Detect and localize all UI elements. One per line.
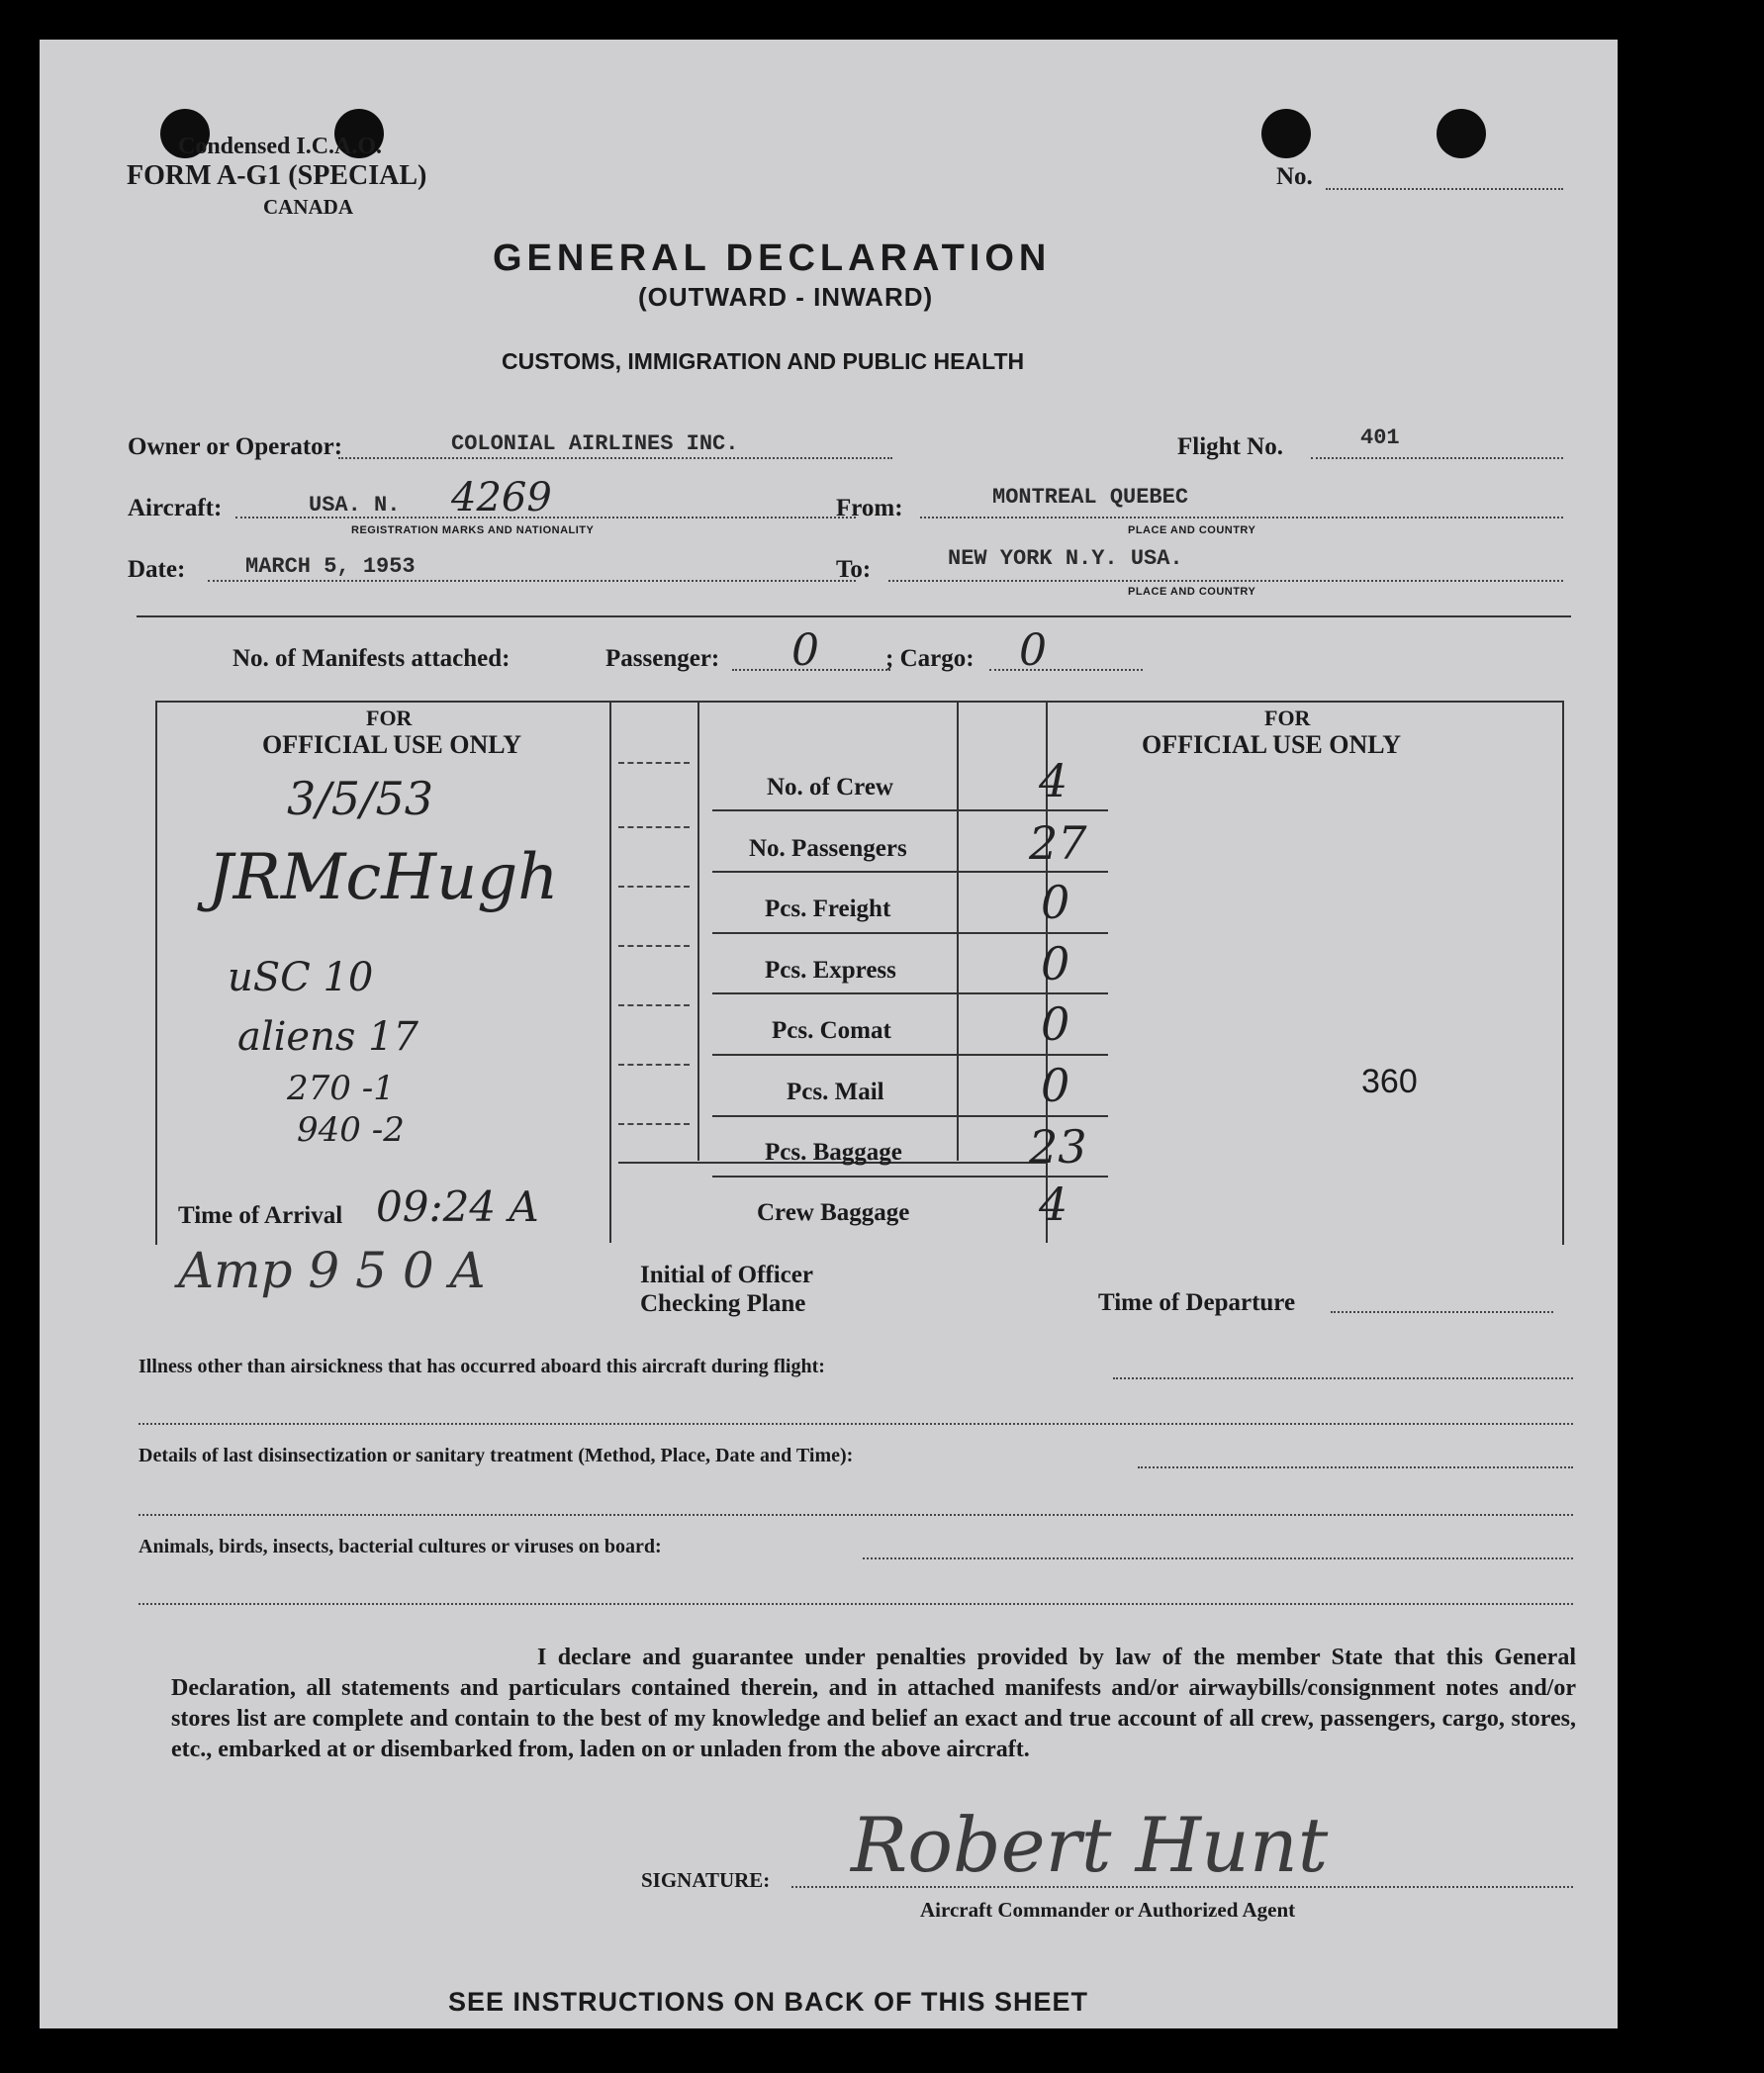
hand-note: 270 -1 xyxy=(287,1069,395,1108)
count-label: Crew Baggage xyxy=(757,1199,910,1226)
signature-value: Robert Hunt xyxy=(851,1801,1329,1889)
form-line-1: Condensed I.C.A.O. xyxy=(178,134,383,159)
from-value: MONTREAL QUEBEC xyxy=(992,485,1189,510)
hand-officer-signature: JRMcHugh xyxy=(208,841,559,914)
flight-value: 401 xyxy=(1360,425,1400,450)
row-rule xyxy=(712,932,1108,934)
row-rule xyxy=(712,1115,1108,1117)
blank-line xyxy=(618,1123,690,1125)
from-label: From: xyxy=(836,495,903,521)
cargo-label: ; Cargo: xyxy=(885,645,975,672)
disinsectization-line-2 xyxy=(139,1514,1573,1516)
departure-time-label: Time of Departure xyxy=(1098,1289,1296,1316)
passenger-label: Passenger: xyxy=(605,645,720,672)
count-value: 23 xyxy=(1029,1120,1087,1174)
blank-line xyxy=(618,886,690,888)
official-left-header-2: OFFICIAL USE ONLY xyxy=(262,730,521,759)
flight-line xyxy=(1311,457,1563,459)
hand-note: aliens 17 xyxy=(237,1014,419,1060)
aircraft-handwritten: 4269 xyxy=(451,475,552,520)
blank-line xyxy=(618,762,690,764)
punch-hole xyxy=(1261,109,1311,158)
aircraft-typed: USA. N. xyxy=(309,493,401,518)
row-rule xyxy=(712,1054,1108,1056)
count-value: 4 xyxy=(1039,754,1068,807)
table-divider xyxy=(957,701,959,1161)
to-line xyxy=(888,580,1563,582)
to-value: NEW YORK N.Y. USA. xyxy=(948,546,1183,571)
aircraft-caption: REGISTRATION MARKS AND NATIONALITY xyxy=(351,524,595,536)
count-value: 27 xyxy=(1029,816,1087,870)
row-rule xyxy=(712,871,1108,873)
arrival-time-label: Time of Arrival xyxy=(178,1202,343,1229)
count-label: Pcs. Baggage xyxy=(765,1139,902,1166)
passenger-value: 0 xyxy=(791,625,819,676)
form-line-2: FORM A-G1 (SPECIAL) xyxy=(127,160,427,191)
owner-line xyxy=(338,457,892,459)
checking-plane-label: Checking Plane xyxy=(640,1290,806,1317)
table-divider xyxy=(609,701,611,1243)
count-label: Pcs. Express xyxy=(765,957,896,984)
number-line xyxy=(1326,188,1563,190)
count-label: Pcs. Mail xyxy=(787,1079,884,1105)
footer-instructions: SEE INSTRUCTIONS ON BACK OF THIS SHEET xyxy=(448,1987,1089,2017)
date-value: MARCH 5, 1953 xyxy=(245,554,416,579)
separator-line xyxy=(137,615,1571,617)
animals-line-2 xyxy=(139,1603,1573,1605)
to-label: To: xyxy=(836,556,872,583)
count-value: 4 xyxy=(1039,1178,1068,1231)
signature-caption: Aircraft Commander or Authorized Agent xyxy=(920,1898,1296,1922)
form-line-3: CANADA xyxy=(263,195,353,219)
official-right-header-2: OFFICIAL USE ONLY xyxy=(1142,730,1401,759)
blank-line xyxy=(618,1004,690,1006)
punch-hole xyxy=(1437,109,1486,158)
manifests-label: No. of Manifests attached: xyxy=(232,645,511,672)
blank-line xyxy=(618,1064,690,1066)
to-caption: PLACE AND COUNTRY xyxy=(1128,586,1256,598)
flight-label: Flight No. xyxy=(1177,433,1283,460)
owner-value: COLONIAL AIRLINES INC. xyxy=(451,431,739,456)
illness-line xyxy=(1113,1377,1573,1379)
signature-label: SIGNATURE: xyxy=(641,1868,771,1892)
official-number: 360 xyxy=(1361,1063,1418,1100)
blank-line xyxy=(618,826,690,828)
from-line xyxy=(920,517,1563,518)
animals-label: Animals, birds, insects, bacterial cultures or viruses on board: xyxy=(139,1536,662,1557)
illness-label: Illness other than airsickness that has occurred aboard this aircraft during flight: xyxy=(139,1356,825,1377)
page-title: GENERAL DECLARATION xyxy=(493,237,1052,279)
cargo-line xyxy=(989,669,1143,671)
cargo-value: 0 xyxy=(1019,625,1047,676)
declaration-paragraph: I declare and guarantee under penalties provided by law of the member State that this General Declaration, all statements and particulars contained therein, and in attached manifests and/or airwaybills/consignment notes and/or stores list are complete and contain to the best of my knowledge and belief an exact and true account of all crew, passengers, cargo, stores, etc., embarked at or disembarked from, laden on or unladen from the above aircraft. xyxy=(171,1645,1576,1762)
official-left-header-1: FOR xyxy=(366,706,413,730)
blank-line xyxy=(618,945,690,947)
count-value: 0 xyxy=(1041,876,1070,929)
illness-line-2 xyxy=(139,1423,1573,1425)
page-subtitle: (OUTWARD - INWARD) xyxy=(638,282,934,312)
disinsectization-label: Details of last disinsectization or sanitary treatment (Method, Place, Date and Time): xyxy=(139,1445,854,1466)
count-value: 0 xyxy=(1041,937,1070,990)
arrival-time-value: 09:24 A xyxy=(376,1182,539,1231)
owner-label: Owner or Operator: xyxy=(128,433,343,460)
count-label: Pcs. Freight xyxy=(765,895,891,922)
hand-date: 3/5/53 xyxy=(287,772,434,825)
number-label: No. xyxy=(1276,163,1313,190)
departure-time-line xyxy=(1331,1311,1553,1313)
hand-note: uSC 10 xyxy=(228,955,374,1000)
declaration-text xyxy=(171,1643,1576,1765)
date-label: Date: xyxy=(128,556,186,583)
arrival-stamp: Amp 9 5 0 A xyxy=(178,1242,486,1299)
count-value: 0 xyxy=(1041,1059,1070,1112)
aircraft-label: Aircraft: xyxy=(128,495,223,521)
count-value: 0 xyxy=(1041,997,1070,1051)
animals-line xyxy=(863,1557,1573,1559)
disinsectization-line xyxy=(1138,1466,1573,1468)
initial-officer-label: Initial of Officer xyxy=(640,1262,813,1288)
table-divider xyxy=(697,701,699,1161)
row-rule xyxy=(712,992,1108,994)
page-tagline: CUSTOMS, IMMIGRATION AND PUBLIC HEALTH xyxy=(502,348,1025,374)
date-line xyxy=(208,580,856,582)
count-label: No. Passengers xyxy=(749,835,907,862)
document-sheet xyxy=(40,40,1618,2028)
hand-note: 940 -2 xyxy=(297,1110,405,1150)
count-label: No. of Crew xyxy=(767,774,893,801)
from-caption: PLACE AND COUNTRY xyxy=(1128,524,1256,536)
count-label: Pcs. Comat xyxy=(772,1017,891,1044)
official-right-header-1: FOR xyxy=(1264,706,1311,730)
row-rule xyxy=(712,809,1108,811)
